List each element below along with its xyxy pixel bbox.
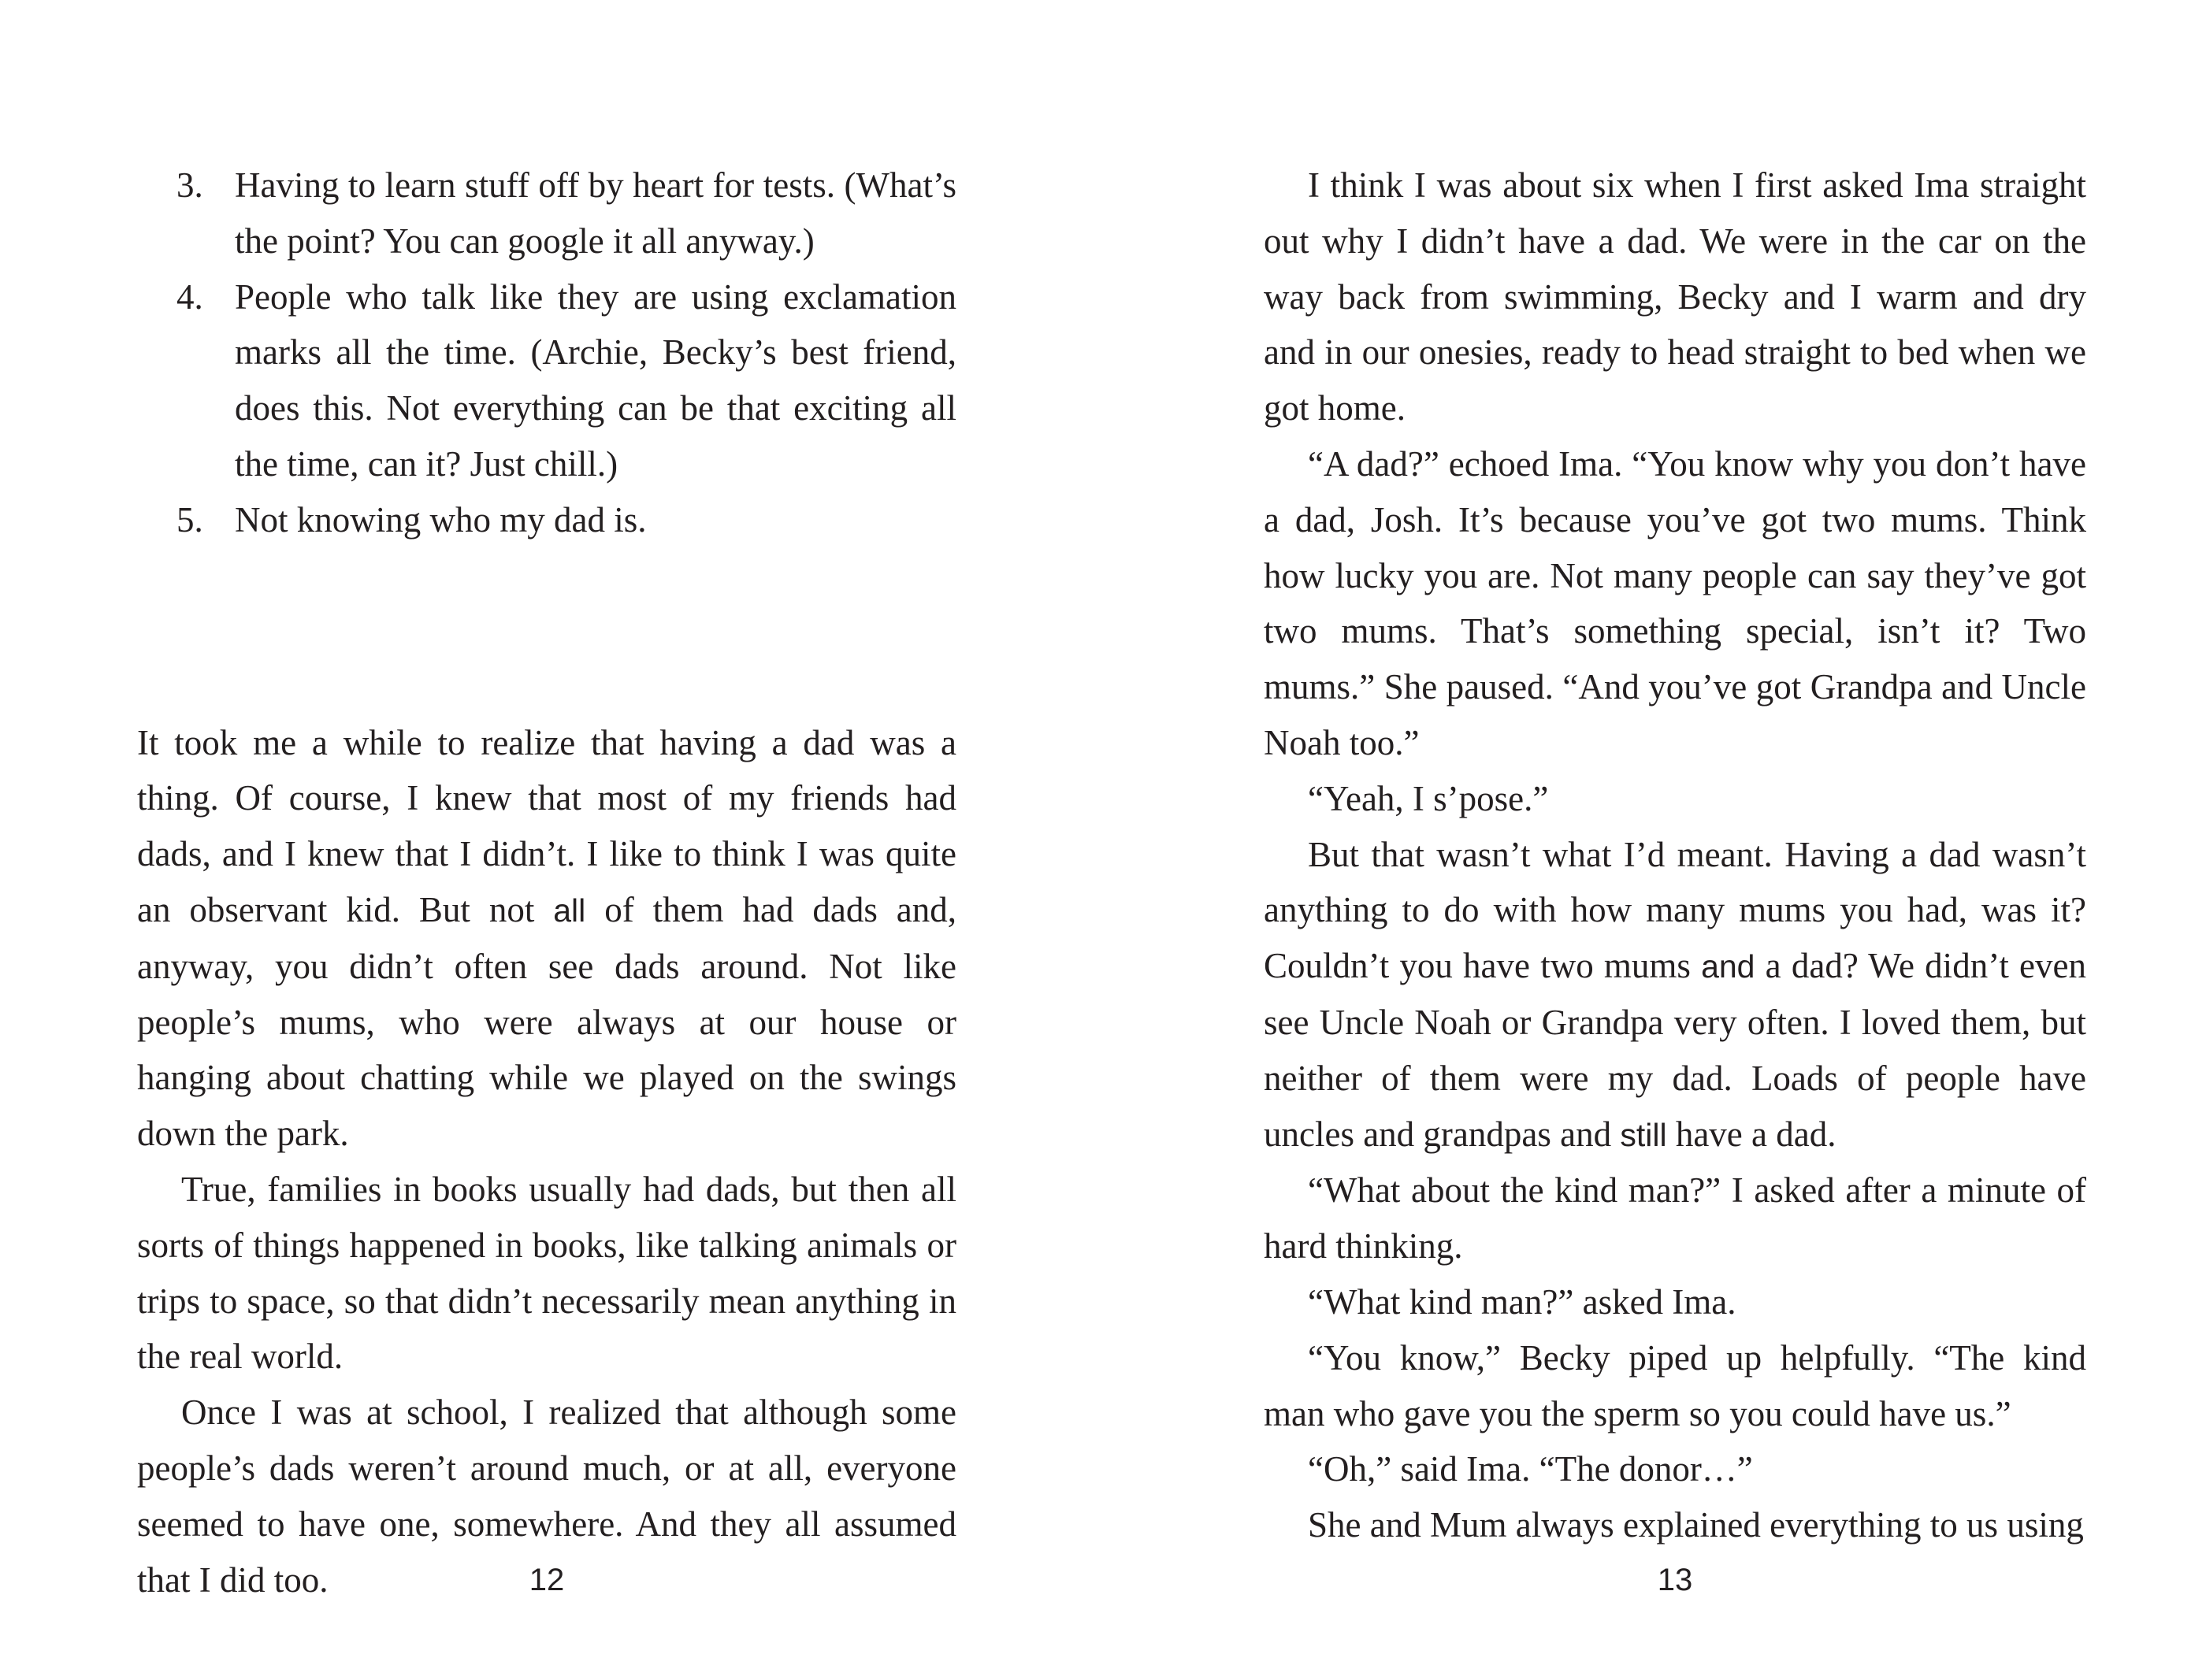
list-item-number: 3.: [176, 165, 203, 205]
paragraph: She and Mum always explained everything to us using: [1308, 1505, 2084, 1545]
paragraph: “A dad?” echoed Ima. “You know why you don’t have a dad, Josh. It’s because you’ve got two mums. Think how lucky you are. Not many people can say they’ve got two mums. That’s something special, isn’t it? Two mums.” She paused. “And you’ve got Grandpa and Uncle Noah too.”: [1264, 443, 2086, 762]
paragraph: “What kind man?” asked Ima.: [1308, 1281, 1736, 1322]
list-item: [137, 158, 956, 269]
list-item: [137, 269, 956, 492]
paragraph: “Yeah, I s’pose.”: [1308, 778, 1549, 818]
paragraph-text: of them had dads and, anyway, you didn’t often see dads around. Not like people’s mums, who were always at our house or hanging about chatting while we played on the swings down the park.: [137, 889, 956, 1154]
left-page: [137, 0, 956, 1680]
paragraph: Once I was at school, I realized that although some people’s dads weren’t around much, or at all, everyone seemed to have one, somewhere. And they all assumed that I did too.: [137, 1393, 956, 1600]
emphasis-text: still: [1620, 1116, 1667, 1153]
paragraph-text: But that wasn’t what I’d meant. Having a dad wasn’t anything to do with how many mums you had, was it? Couldn’t you have two mums: [1264, 834, 2086, 986]
paragraph-text: a dad? We didn’t even see Uncle Noah or Grandpa very often. I loved them, but neither of them were my dad. Loads of people have uncles and grandpas and: [1264, 946, 2086, 1154]
paragraph: I think I was about six when I first asked Ima straight out why I didn’t have a dad. We were in the car on the way back from swimming, Becky and I warm and dry and in our onesies, ready to head straight to bed when we got home.: [1264, 165, 2086, 428]
list-item-number: 5.: [176, 499, 203, 540]
numbered-list: [137, 158, 956, 548]
list-item-number: 4.: [176, 276, 203, 317]
paragraph: [1264, 827, 2086, 1163]
page-number: 13: [1657, 1563, 1693, 1597]
list-item: [137, 492, 956, 548]
left-page-text: [137, 158, 956, 1608]
paragraph: “What about the kind man?” I asked after a minute of hard thinking.: [1264, 1170, 2086, 1266]
paragraph: True, families in books usually had dads, but then all sorts of things happened in books, like talking animals or trips to space, so that didn’t necessarily mean anything in the real world.: [137, 1169, 956, 1377]
emphasis-text: all: [553, 892, 586, 929]
paragraph-text: It took me a while to realize that having a dad was a thing. Of course, I knew that most of my friends had dads, and I knew that I didn’t. I like to think I was quite an observant kid. But not: [137, 722, 956, 929]
paragraph-text: have a dad.: [1666, 1114, 1836, 1154]
right-page: [1264, 0, 2086, 1680]
paragraph: “Oh,” said Ima. “The donor…”: [1308, 1449, 1753, 1489]
list-item-text: Having to learn stuff off by heart for tests. (What’s the point? You can google it all anyway.): [235, 165, 956, 261]
emphasis-text: and: [1701, 948, 1755, 985]
section-break: [137, 548, 956, 715]
paragraph: “You know,” Becky piped up helpfully. “The kind man who gave you the sperm so you could have us.”: [1264, 1337, 2086, 1433]
paragraph: [137, 715, 956, 1162]
list-item-text: People who talk like they are using exclamation marks all the time. (Archie, Becky’s best friend, does this. Not everything can be that exciting all the time, can it? Just chill.): [235, 276, 956, 484]
right-page-text: [1264, 158, 2086, 1553]
page-number: 12: [529, 1563, 565, 1597]
list-item-text: Not knowing who my dad is.: [235, 499, 647, 540]
